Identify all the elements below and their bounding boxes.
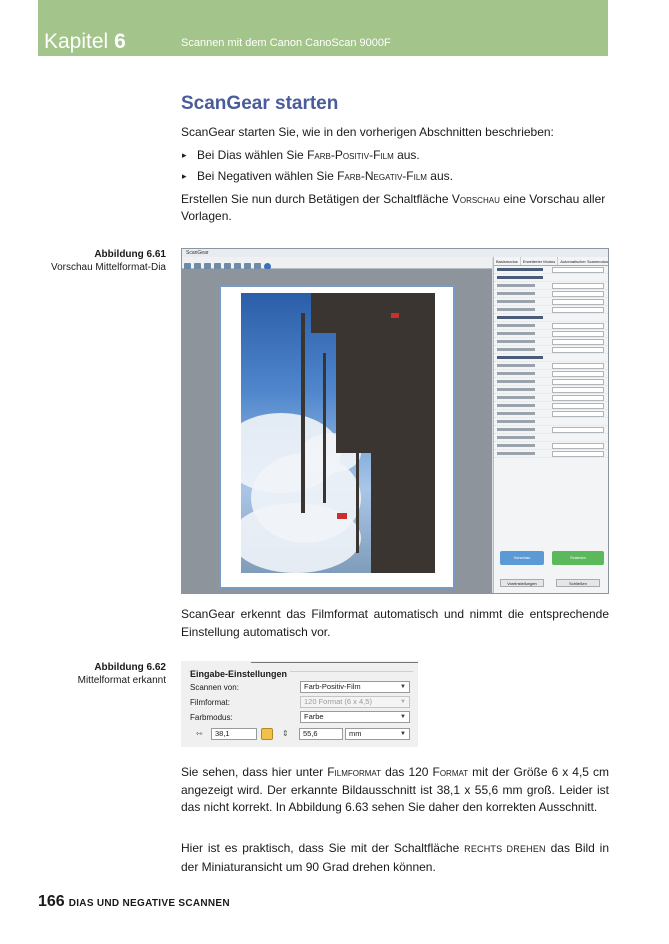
preview-frame — [219, 285, 455, 589]
page-footer — [38, 893, 230, 911]
chevron-down-icon: ▼ — [400, 684, 406, 690]
chevron-down-icon: ▼ — [400, 699, 406, 705]
bullet-list — [181, 147, 609, 186]
scan-button[interactable]: Scannen — [552, 551, 604, 565]
preferences-button[interactable]: Voreinstellungen — [500, 579, 544, 587]
slide-preview-image — [241, 293, 435, 573]
page-number: 166 — [38, 893, 65, 910]
size-paragraph: Sie sehen, dass hier unter Filmformat das 120 Format mit der Größe 6 x 4,5 cm angezeigt wird. Der erkannte Bildausschnitt ist 38,1 x 55,6 mm groß. Leider ist das nicht korrekt. In Abbildung 6.63 sehen Sie daher den korrekten Ausschnitt. — [181, 765, 609, 814]
aspect-lock-icon[interactable] — [261, 728, 273, 740]
chapter-label: Kapitel 6 — [44, 30, 126, 53]
tab-erweiterter-modus[interactable]: Erweiterter Modus — [521, 257, 558, 266]
preview-paragraph: Erstellen Sie nun durch Betätigen der Schaltfläche Vorschau eine Vorschau aller Vorlagen. — [181, 191, 606, 223]
mode-tabs — [494, 257, 609, 266]
chevron-down-icon: ▼ — [400, 714, 406, 720]
chapter-subtitle: Scannen mit dem Canon CanoScan 9000F — [181, 37, 391, 49]
intro-paragraph — [181, 124, 609, 226]
preview-toolbar — [182, 257, 492, 269]
settings-panel — [493, 257, 609, 594]
film-format-select: 120 Format (6 x 4,5) ▼ — [300, 696, 410, 708]
chapter-header — [38, 0, 608, 56]
chevron-down-icon: ▼ — [400, 731, 406, 737]
scan-source-select[interactable]: Farb-Positiv-Film ▼ — [300, 681, 410, 693]
scan-source-label: Scannen von: — [190, 683, 239, 692]
film-format-label: Filmformat: — [190, 698, 230, 707]
scangear-window-screenshot — [181, 248, 609, 594]
width-icon: ⇿ — [196, 729, 203, 738]
tab-basismodus[interactable]: Basismodus — [494, 257, 521, 266]
window-titlebar: ScanGear — [182, 249, 608, 257]
figure-caption-6-62: Abbildung 6.62 Mittelformat erkannt — [77, 662, 166, 686]
close-button[interactable]: Schließen — [556, 579, 600, 587]
detect-paragraph: ScanGear erkennt das Filmformat automatisch und nimmt die entsprechende Einstellung automatisch vor. — [181, 607, 609, 639]
figure-caption-6-61: Abbildung 6.61 Vorschau Mittelformat-Dia — [50, 249, 166, 273]
input-settings-screenshot — [181, 661, 418, 747]
width-input[interactable]: 38,1 — [211, 728, 257, 740]
footer-title: DIAS UND NEGATIVE SCANNEN — [68, 898, 230, 909]
unit-select[interactable]: mm ▼ — [345, 728, 410, 740]
height-icon: ⇕ — [282, 729, 289, 738]
group-title: Eingabe-Einstellungen — [190, 669, 290, 679]
section-title: ScanGear starten — [181, 93, 339, 114]
height-input[interactable]: 55,6 — [299, 728, 343, 740]
color-mode-select[interactable]: Farbe ▼ — [300, 711, 410, 723]
preview-area — [182, 269, 492, 594]
tab-automatischer-scanmodus[interactable]: Automatischer Scanmodus — [558, 257, 609, 266]
list-item: ▸ Bei Dias wählen Sie Farb-Positiv-Film aus. — [181, 147, 609, 165]
preview-button[interactable]: Vorschau — [500, 551, 544, 565]
rotate-paragraph: Hier ist es praktisch, dass Sie mit der Schaltfläche RECHTS DREHEN das Bild in der Miniaturansicht um 90 Grad drehen können. — [181, 841, 610, 874]
intro-text: ScanGear starten Sie, wie in den vorherigen Abschnitten beschrieben: — [181, 125, 554, 139]
list-item: ▸ Bei Negativen wählen Sie Farb-Negativ-Film aus. — [181, 168, 609, 186]
color-mode-label: Farbmodus: — [190, 713, 233, 722]
